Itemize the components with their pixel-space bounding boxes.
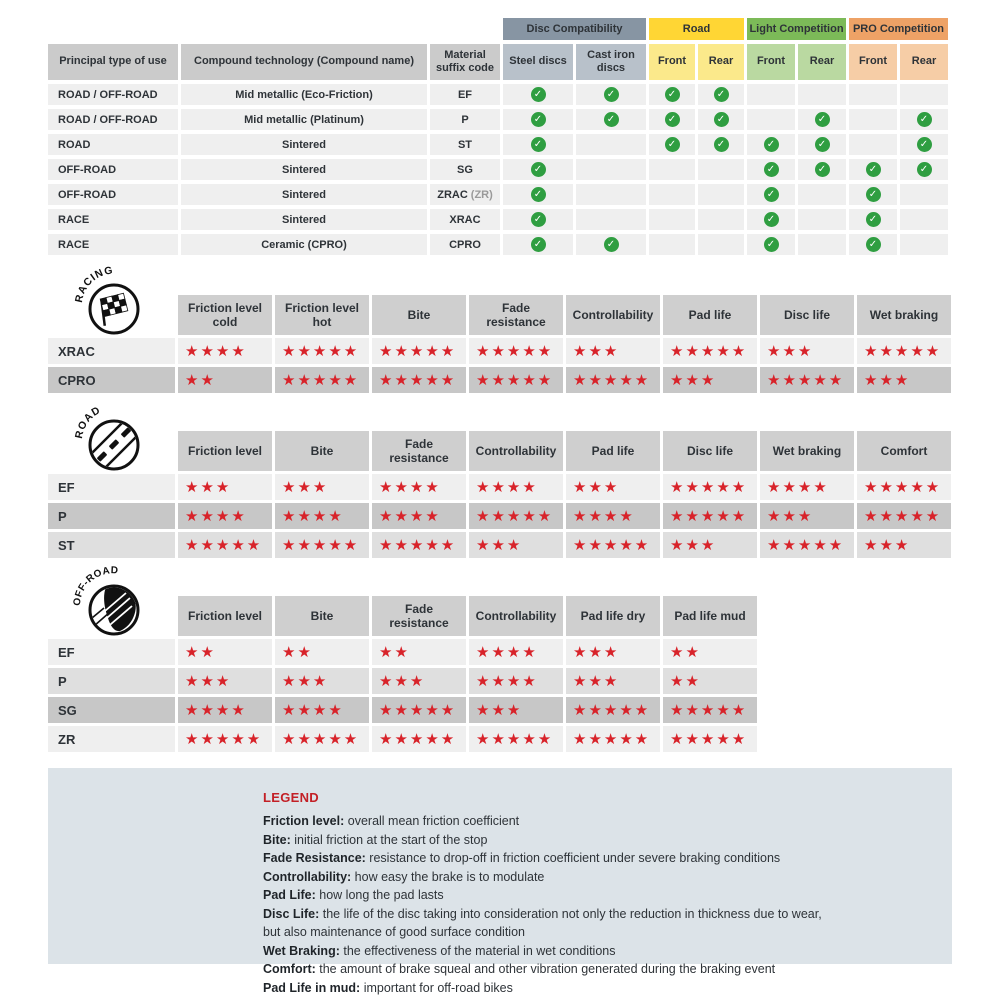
star-rating: ★★★★ [469,639,563,665]
road-section [48,404,951,558]
offroad-table [48,596,951,752]
compat-column-header: Principal type of use [48,44,178,80]
racing-table [48,295,951,393]
legend-item [263,960,922,979]
compat-check-cell [698,184,744,205]
rating-row-label: P [48,668,175,694]
star-rating: ★★★★★ [760,367,854,393]
compat-use-cell: OFF-ROAD [48,159,178,180]
rating-column-header: Pad life [566,431,660,471]
compat-technology-cell: Sintered [181,209,427,230]
legend-item [263,905,922,924]
compat-technology-cell: Ceramic (CPRO) [181,234,427,255]
compat-check-cell [698,109,744,130]
compat-check-cell [900,109,948,130]
legend-definition: but also maintenance of good surface condition [263,925,525,939]
compat-check-cell [798,84,846,105]
compat-check-cell [698,234,744,255]
check-icon: ✓ [531,212,546,227]
star-rating: ★★★★★ [857,474,951,500]
legend-item [263,942,922,961]
compat-check-cell [576,234,646,255]
compat-check-cell [900,234,948,255]
road-icon [70,401,154,481]
legend-definition: the amount of brake squeal and other vibration generated during the braking event [319,962,776,976]
star-rating: ★★★ [857,532,951,558]
compat-column-header: Rear [698,44,744,80]
legend-title: LEGEND [263,790,319,805]
compat-check-cell [798,159,846,180]
compat-column-header: Rear [798,44,846,80]
compat-check-cell [649,84,695,105]
compat-group-header: PRO Competition [849,18,948,40]
compat-column-header: Front [747,44,795,80]
compat-check-cell [576,209,646,230]
compat-check-cell [576,134,646,155]
star-rating: ★★★★★ [275,367,369,393]
compat-group-header: Road [649,18,744,40]
rating-column-header: Pad life mud [663,596,757,636]
legend-term: Pad Life: [263,888,320,902]
compat-check-cell [900,209,948,230]
rating-row-label: EF [48,639,175,665]
compat-use-cell: ROAD / OFF-ROAD [48,84,178,105]
legend-item [263,868,922,887]
check-icon: ✓ [531,162,546,177]
offroad-mud-icon [70,566,154,646]
star-rating: ★★★ [275,474,369,500]
compat-technology-cell: Mid metallic (Eco-Friction) [181,84,427,105]
legend-definition: the life of the disc taking into consideration not only the reduction in thickness due to wear, [322,906,822,921]
compat-check-cell [649,209,695,230]
compat-check-cell [698,159,744,180]
star-rating: ★★★★★ [372,367,466,393]
compat-check-cell [849,84,897,105]
compat-check-cell [747,234,795,255]
star-rating: ★★★★ [760,474,854,500]
check-icon: ✓ [917,112,932,127]
compat-use-cell: RACE [48,234,178,255]
star-rating: ★★★ [178,668,272,694]
compat-technology-cell: Sintered [181,159,427,180]
legend-term: Controllability: [263,869,355,884]
compat-code-cell: ZRAC (ZR) [430,184,500,205]
star-rating: ★★★ [566,639,660,665]
rating-row-label: XRAC [48,338,175,364]
road-icon-label: ROAD [72,404,103,440]
legend-definition: resistance to drop-off in friction coefficient under severe braking conditions [369,851,781,865]
check-icon: ✓ [665,112,680,127]
star-rating: ★★★★★ [566,726,660,752]
compat-code-note: (ZR) [470,188,493,201]
star-rating: ★★★ [469,532,563,558]
legend-item [263,923,922,942]
legend-definition: initial friction at the start of the stop [294,832,488,847]
star-rating: ★★★ [857,367,951,393]
legend-item [263,812,922,831]
compat-check-cell [747,84,795,105]
rating-row-label: P [48,503,175,529]
star-rating: ★★ [178,639,272,665]
compat-group-header: Disc Compatibility [503,18,646,40]
rating-column-header: Controllability [566,295,660,335]
compat-check-cell [849,159,897,180]
compat-code-cell: P [430,109,500,130]
legend-term: Comfort: [263,962,320,976]
check-icon: ✓ [714,87,729,102]
star-rating: ★★ [178,367,272,393]
rating-row-label: SG [48,697,175,723]
star-rating: ★★★ [663,367,757,393]
rating-column-header: Friction level [178,431,272,471]
star-rating: ★★★ [372,668,466,694]
rating-column-header: Pad life dry [566,596,660,636]
compat-group-header: Light Competition [747,18,846,40]
check-icon: ✓ [714,112,729,127]
rating-column-header: Comfort [857,431,951,471]
rating-column-header: Wet braking [857,295,951,335]
star-rating: ★★★★ [372,503,466,529]
star-rating: ★★★★★ [372,532,466,558]
star-rating: ★★★★★ [372,697,466,723]
compat-check-cell [849,109,897,130]
star-rating: ★★★★★ [469,338,563,364]
compat-check-cell [900,134,948,155]
check-icon: ✓ [866,187,881,202]
check-icon: ✓ [604,237,619,252]
compat-technology-cell: Mid metallic (Platinum) [181,109,427,130]
compat-check-cell [747,134,795,155]
compat-column-header: Steel discs [503,44,573,80]
road-table [48,431,951,558]
compat-check-cell [503,109,573,130]
star-rating: ★★★ [469,697,563,723]
compat-check-cell [798,184,846,205]
compat-check-cell [576,109,646,130]
compat-check-cell [798,134,846,155]
compat-check-cell [900,159,948,180]
star-rating: ★★ [372,639,466,665]
star-rating: ★★★★★ [566,532,660,558]
check-icon: ✓ [866,212,881,227]
star-rating: ★★★★★ [566,697,660,723]
compat-use-cell: ROAD / OFF-ROAD [48,109,178,130]
compat-check-cell [649,159,695,180]
rating-column-header: Friction level hot [275,295,369,335]
star-rating: ★★★★★ [663,726,757,752]
compat-check-cell [849,234,897,255]
star-rating: ★★★★ [178,697,272,723]
check-icon: ✓ [815,137,830,152]
star-rating: ★★★★★ [178,726,272,752]
compat-check-cell [798,109,846,130]
rating-column-header: Pad life [663,295,757,335]
compat-check-cell [849,184,897,205]
compat-column-header: Cast iron discs [576,44,646,80]
star-rating: ★★★★ [178,338,272,364]
compat-check-cell [747,184,795,205]
compat-check-cell [503,84,573,105]
star-rating: ★★★ [178,474,272,500]
compat-technology-cell: Sintered [181,134,427,155]
star-rating: ★★★ [566,668,660,694]
compat-check-cell [576,84,646,105]
legend-definition: how long the pad lasts [319,888,444,902]
compat-group-spacer [48,18,500,40]
star-rating: ★★★ [566,338,660,364]
rating-row-label: ZR [48,726,175,752]
check-icon: ✓ [714,137,729,152]
check-icon: ✓ [815,112,830,127]
compat-check-cell [503,234,573,255]
star-rating: ★★★★★ [566,367,660,393]
star-rating: ★★★★ [566,503,660,529]
compat-check-cell [649,134,695,155]
compat-check-cell [576,159,646,180]
star-rating: ★★★★★ [372,726,466,752]
rating-column-header: Disc life [760,295,854,335]
check-icon: ✓ [866,162,881,177]
legend-item [263,886,922,905]
check-icon: ✓ [866,237,881,252]
check-icon: ✓ [815,162,830,177]
compat-check-cell [849,134,897,155]
rating-column-header: Friction level cold [178,295,272,335]
star-rating: ★★★★ [469,668,563,694]
check-icon: ✓ [531,187,546,202]
compat-check-cell [849,209,897,230]
star-rating: ★★★★★ [469,503,563,529]
compat-use-cell: RACE [48,209,178,230]
legend-item [263,849,922,868]
star-rating: ★★★ [760,338,854,364]
star-rating: ★★★★★ [663,503,757,529]
rating-column-header: Bite [372,295,466,335]
compat-check-cell [503,159,573,180]
compat-check-cell [503,134,573,155]
rating-column-header: Friction level [178,596,272,636]
compat-check-cell [698,134,744,155]
offroad-section [48,566,951,752]
legend-term: Disc Life: [263,906,323,921]
compat-technology-cell: Sintered [181,184,427,205]
rating-column-header: Bite [275,431,369,471]
star-rating: ★★ [663,639,757,665]
star-rating: ★★★★★ [857,338,951,364]
legend-term: Friction level: [263,814,348,828]
compat-column-header: Front [649,44,695,80]
star-rating: ★★★ [760,503,854,529]
star-rating: ★★★ [275,668,369,694]
rating-column-header: Controllability [469,596,563,636]
check-icon: ✓ [764,212,779,227]
rating-column-header: Fade resistance [469,295,563,335]
compat-check-cell [698,84,744,105]
check-icon: ✓ [917,162,932,177]
star-rating: ★★★★ [178,503,272,529]
racing-flag-icon [70,265,154,345]
check-icon: ✓ [531,137,546,152]
star-rating: ★★★★ [275,697,369,723]
legend-term: Fade Resistance: [263,851,370,865]
compat-column-header: Material suffix code [430,44,500,80]
legend-term: Pad Life in mud: [263,980,364,995]
check-icon: ✓ [764,237,779,252]
compatibility-table [48,18,946,255]
compat-use-cell: ROAD [48,134,178,155]
check-icon: ✓ [665,137,680,152]
star-rating: ★★★★ [275,503,369,529]
legend-item [263,979,922,998]
star-rating: ★★★★★ [275,532,369,558]
compat-check-cell [503,209,573,230]
compat-check-cell [649,109,695,130]
star-rating: ★★★★ [372,474,466,500]
star-rating: ★★★★★ [275,338,369,364]
legend-definition: important for off-road bikes [363,980,513,995]
rating-column-header: Fade resistance [372,431,466,471]
legend-item [263,831,922,850]
compat-check-cell [576,184,646,205]
compat-check-cell [503,184,573,205]
star-rating: ★★★★★ [275,726,369,752]
star-rating: ★★★★★ [760,532,854,558]
compat-check-cell [698,209,744,230]
check-icon: ✓ [531,237,546,252]
compat-check-cell [747,159,795,180]
star-rating: ★★★★★ [372,338,466,364]
rating-column-header: Wet braking [760,431,854,471]
star-rating: ★★★★★ [469,726,563,752]
rating-column-header: Controllability [469,431,563,471]
star-rating: ★★★ [566,474,660,500]
star-rating: ★★★★★ [663,697,757,723]
rating-column-header: Fade resistance [372,596,466,636]
star-rating: ★★★★★ [857,503,951,529]
check-icon: ✓ [531,87,546,102]
racing-section [48,265,951,393]
rating-row-label: CPRO [48,367,175,393]
legend-box [48,768,952,995]
rating-row-label: ST [48,532,175,558]
star-rating: ★★ [275,639,369,665]
star-rating: ★★★ [663,532,757,558]
legend-list [263,812,922,997]
compat-check-cell [798,234,846,255]
check-icon: ✓ [665,87,680,102]
check-icon: ✓ [764,187,779,202]
star-rating: ★★★★★ [663,338,757,364]
compat-column-header: Compound technology (Compound name) [181,44,427,80]
racing-icon-label: RACING [72,265,115,304]
legend-term: Wet Braking: [263,943,344,958]
compat-check-cell [649,184,695,205]
compat-check-cell [747,209,795,230]
compat-check-cell [798,209,846,230]
star-rating: ★★★★ [469,474,563,500]
offroad-icon-label: OFF-ROAD [71,566,119,607]
compat-code-cell: EF [430,84,500,105]
check-icon: ✓ [764,137,779,152]
check-icon: ✓ [531,112,546,127]
compat-column-header: Rear [900,44,948,80]
compat-check-cell [900,184,948,205]
compat-check-cell [747,109,795,130]
compat-code-cell: XRAC [430,209,500,230]
compat-column-header: Front [849,44,897,80]
compat-check-cell [900,84,948,105]
star-rating: ★★★★★ [663,474,757,500]
compat-use-cell: OFF-ROAD [48,184,178,205]
rating-column-header: Disc life [663,431,757,471]
compat-check-cell [649,234,695,255]
compat-code-cell: SG [430,159,500,180]
rating-row-label: EF [48,474,175,500]
star-rating: ★★★★★ [469,367,563,393]
rating-column-header: Bite [275,596,369,636]
star-rating: ★★★★★ [178,532,272,558]
check-icon: ✓ [604,87,619,102]
check-icon: ✓ [764,162,779,177]
legend-term: Bite: [263,832,295,847]
legend-definition: how easy the brake is to modulate [354,869,545,884]
compat-code-cell: ST [430,134,500,155]
star-rating: ★★ [663,668,757,694]
legend-definition: the effectiveness of the material in wet conditions [343,943,616,958]
legend-definition: overall mean friction coefficient [347,814,520,828]
check-icon: ✓ [917,137,932,152]
check-icon: ✓ [604,112,619,127]
compat-code-cell: CPRO [430,234,500,255]
